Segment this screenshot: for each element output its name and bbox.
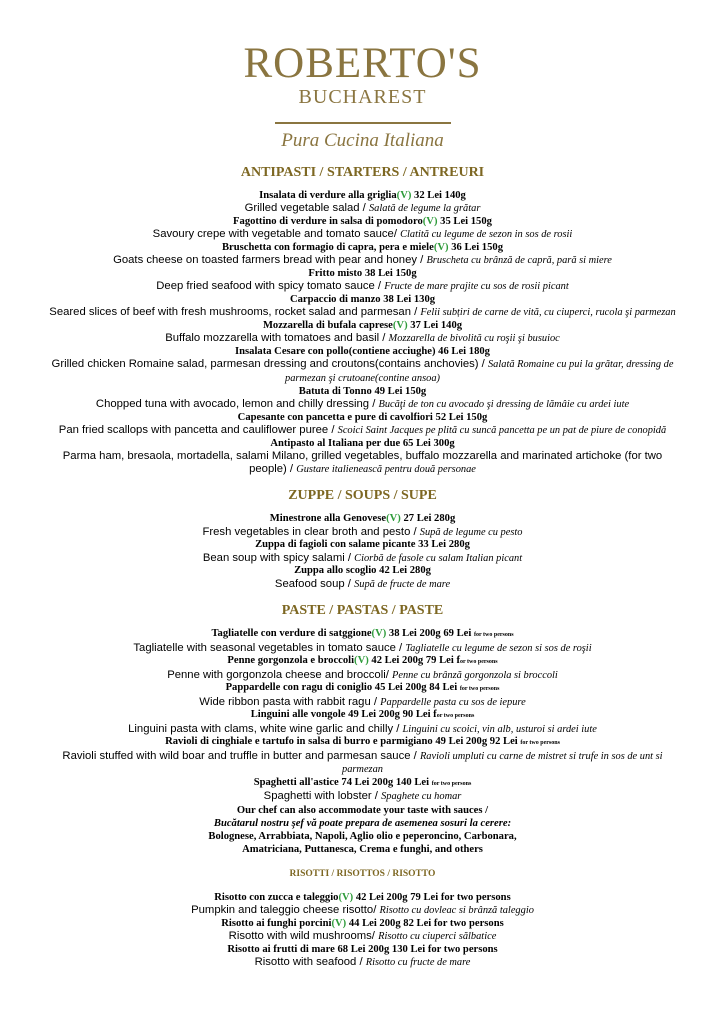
menu-item <box>43 709 683 736</box>
vegetarian-badge: (V) <box>371 628 387 640</box>
dish-name-line <box>43 628 683 641</box>
dish-translation: Linguini cu scoici, vin alb, usturoi si ardei iute <box>402 723 597 735</box>
dish-description-line <box>43 526 683 540</box>
risotti-list <box>43 892 683 970</box>
menu-item <box>43 386 683 412</box>
portion-note: for two persons <box>459 686 500 693</box>
dish-translation: Bruscheta cu brânză de capră, pară si miere <box>426 255 612 267</box>
dish-translation: Ciorbă de fasole cu salam Italian picant <box>354 552 523 564</box>
dish-description-line <box>43 669 683 683</box>
dish-translation: Supă de legume cu pesto <box>419 526 523 538</box>
dish-price: 38 Lei 200g 69 Lei <box>388 628 474 640</box>
portion-note: for two persons <box>520 740 560 747</box>
menu-item <box>43 438 683 477</box>
dish-name: Linguini alle vongole <box>250 709 346 721</box>
brand-tagline: Pura Cucina Italiana <box>281 130 444 151</box>
dish-description-line <box>43 398 683 412</box>
dish-description: Bean soup with spicy salami / <box>202 551 355 564</box>
dish-name-line <box>43 190 683 202</box>
vegetarian-badge: (V) <box>392 320 408 331</box>
dish-description: Pan fried scallops with pancetta and cauliflower puree / <box>58 424 338 436</box>
dish-name: Tagliatelle con verdure di satggione <box>211 628 372 640</box>
dish-name: Batuta di Tonno <box>298 385 372 397</box>
dish-price: 49 Lei 200g 92 Lei <box>435 736 521 748</box>
dish-name: Antipasto al Italiana per due <box>270 437 401 449</box>
vegetarian-badge: (V) <box>331 917 347 929</box>
vegetarian-badge: (V) <box>338 891 354 903</box>
dish-price: 32 Lei 140g <box>414 190 466 201</box>
dish-description: Ravioli stuffed with wild boar and truffle in butter and parmesan sauce / <box>62 749 420 762</box>
dish-name-line <box>43 294 683 306</box>
portion-note: or two persons <box>460 659 498 666</box>
menu-item <box>43 320 683 346</box>
dish-name: Risotto con zucca e taleggio <box>214 891 339 903</box>
dish-price: 33 Lei 280g <box>418 539 470 551</box>
dish-description: Seafood soup / <box>274 577 355 590</box>
dish-name-line <box>43 736 683 749</box>
dish-name: Carpaccio di manzo <box>289 294 381 305</box>
dish-name-line <box>43 513 683 525</box>
dish-name-line <box>43 412 683 424</box>
dish-name: Risotto ai funghi porcini <box>221 917 332 929</box>
dish-description-line <box>43 202 683 216</box>
dish-name: Risotto ai frutti di mare <box>227 943 335 955</box>
dish-translation: Salată Romaine cu pui la grătar, dressing de parmezan şi crutoane(contine ansoa) <box>285 359 674 384</box>
header-divider <box>275 122 451 124</box>
dish-translation: Salată de legume la grătar <box>368 203 481 215</box>
dish-description-line <box>43 696 683 710</box>
brand-city: BUCHAREST <box>298 86 427 108</box>
dish-description-line <box>43 332 683 346</box>
dish-description-line <box>43 750 683 777</box>
dish-name: Mozzarella di bufala caprese <box>262 320 393 331</box>
dish-description: Parma ham, bresaola, mortadella, salami Milano, grilled vegetables, buffalo mozzarella and marinated artichoke (for two people) / <box>62 450 663 475</box>
dish-name-line <box>43 242 683 254</box>
dish-translation: Gustare italienească pentru două personae <box>296 463 476 475</box>
dish-translation: Ravioli umpluti cu carne de mistret si trufe in sos de unt si parmezan <box>342 750 663 776</box>
menu-item <box>43 190 683 216</box>
dish-name-line <box>43 346 683 358</box>
vegetarian-badge: (V) <box>433 242 449 253</box>
dish-price: 44 Lei 200g 82 Lei for two persons <box>348 917 504 929</box>
chef-note-ro: Bucătarul nostru şef vă poate prepara de asemenea sosuri la cerere: <box>213 817 512 829</box>
dish-name-line <box>43 539 683 551</box>
dish-price: 38 Lei 150g <box>364 268 417 279</box>
dish-description: Deep fried seafood with spicy tomato sauce / <box>156 280 385 293</box>
menu-item <box>43 412 683 438</box>
dish-translation: Fructe de mare prajite cu sos de rosii picant <box>384 281 569 293</box>
menu-item <box>43 539 683 565</box>
dish-price: 35 Lei 150g <box>440 216 492 227</box>
dish-description-line <box>43 578 683 592</box>
dish-description: Grilled chicken Romaine salad, parmesan dressing and croutons(contains anchovies) / <box>51 358 488 371</box>
dish-name-line <box>43 944 683 956</box>
dish-translation: Supă de fructe de mare <box>354 578 451 590</box>
dish-name: Minestrone alla Genovese <box>269 513 387 525</box>
paste-list <box>43 628 683 804</box>
dish-translation: Tagliatelle cu legume de sezon si sos de roşii <box>405 642 592 654</box>
dish-description-line <box>43 280 683 294</box>
menu-item <box>43 628 683 655</box>
menu-item <box>43 216 683 242</box>
dish-name-line <box>43 655 683 668</box>
dish-name: Fritto misto <box>308 268 363 279</box>
dish-translation: Felii subțiri de carne de vită, cu ciuperci, rucola şi parmezan <box>420 307 676 319</box>
dish-price: 38 Lei 130g <box>383 294 436 305</box>
dish-description-line <box>43 723 683 737</box>
chef-sauces-line1: Bolognese, Arrabbiata, Napoli, Aglio olio e peperoncino, Carbonara, <box>208 830 517 842</box>
dish-price: 49 Lei 150g <box>374 385 427 397</box>
dish-name: Zuppa di fagioli con salame picante <box>255 539 416 551</box>
portion-note: for two persons <box>473 632 514 639</box>
dish-name-line <box>43 386 683 398</box>
menu-item <box>43 892 683 918</box>
dish-name-line <box>43 268 683 280</box>
dish-name-line <box>43 682 683 695</box>
zuppe-list <box>43 513 683 591</box>
dish-description-line <box>43 930 683 944</box>
dish-price: 49 Lei 200g 90 Lei f <box>348 709 437 721</box>
dish-name-line <box>43 709 683 722</box>
menu-item <box>43 513 683 539</box>
menu-item <box>43 242 683 268</box>
menu-item <box>43 682 683 709</box>
section-title-risotti: RISOTTI / RISOTTOS / RISOTTO <box>289 868 436 879</box>
dish-translation: Penne cu brânză gorgonzola si broccoli <box>392 669 558 681</box>
dish-description-line <box>43 254 683 268</box>
dish-name-line <box>43 216 683 228</box>
menu-item <box>43 655 683 682</box>
dish-name-line <box>43 918 683 930</box>
vegetarian-badge: (V) <box>422 216 438 227</box>
dish-translation: Risotto cu fructe de mare <box>365 957 471 969</box>
dish-description: Fresh vegetables in clear broth and pesto / <box>202 525 420 538</box>
portion-note: for two persons <box>431 780 472 787</box>
dish-description-line <box>43 790 683 804</box>
dish-description: Risotto with wild mushrooms/ <box>228 930 379 943</box>
dish-price: 27 Lei 280g <box>403 513 456 525</box>
dish-name-line <box>43 438 683 450</box>
dish-price: 52 Lei 150g <box>435 411 488 423</box>
dish-description-line <box>43 642 683 656</box>
dish-description: Risotto with seafood / <box>254 956 366 969</box>
menu-item <box>43 777 683 804</box>
dish-description: Goats cheese on toasted farmers bread with pear and honey / <box>113 254 427 267</box>
dish-name: Penne gorgonzola e broccoli <box>227 655 355 667</box>
brand-logo: ROBERTO'S <box>243 40 482 87</box>
vegetarian-badge: (V) <box>386 513 401 525</box>
dish-description-line <box>43 424 683 438</box>
dish-price: 42 Lei 280g <box>379 565 431 577</box>
dish-description: Buffalo mozzarella with tomatoes and basil / <box>165 332 389 345</box>
dish-name: Insalata Cesare con pollo(contiene acciughe) <box>235 346 436 357</box>
dish-description: Spaghetti with lobster / <box>263 790 382 803</box>
dish-description: Chopped tuna with avocado, lemon and chilly dressing / <box>95 398 379 410</box>
dish-translation: Clatită cu legume de sezon in sos de rosii <box>400 229 573 241</box>
dish-name: Fagottino di verdure in salsa di pomodoro <box>233 216 423 227</box>
dish-description-line <box>43 956 683 970</box>
dish-description-line <box>43 552 683 566</box>
dish-name-line <box>43 320 683 332</box>
dish-name: Zuppa allo scoglio <box>294 565 377 577</box>
dish-description: Linguini pasta with clams, white wine garlic and chilly / <box>128 722 403 735</box>
menu-item <box>43 346 683 386</box>
dish-price: 65 Lei 300g <box>402 437 455 449</box>
dish-description: Grilled vegetable salad / <box>244 202 369 215</box>
dish-name: Insalata di verdure alla griglia <box>259 190 397 201</box>
dish-description: Savoury crepe with vegetable and tomato sauce/ <box>152 228 401 241</box>
dish-translation: Mozzarella de bivolită cu roşii şi busuioc <box>388 333 560 345</box>
dish-name-line <box>43 892 683 904</box>
dish-description: Seared slices of beef with fresh mushrooms, rocket salad and parmesan / <box>49 306 421 319</box>
dish-name-line <box>43 565 683 577</box>
dish-translation: Risotto cu dovleac si brânză taleggio <box>379 905 534 917</box>
menu-content <box>43 165 683 970</box>
dish-price: 74 Lei 200g 140 Lei <box>341 776 432 788</box>
dish-translation: Spaghete cu homar <box>381 791 462 803</box>
dish-description-line <box>43 450 683 476</box>
dish-name-line <box>43 777 683 790</box>
dish-name: Capesante con pancetta e pure di cavolfiori <box>237 411 433 423</box>
dish-price: 42 Lei 200g 79 Lei f <box>371 655 460 667</box>
dish-price: 37 Lei 140g <box>410 320 463 331</box>
dish-price: 42 Lei 200g 79 Lei for two persons <box>355 891 511 903</box>
dish-description: Tagliatelle with seasonal vegetables in tomato sauce / <box>133 641 406 654</box>
menu-item <box>43 944 683 970</box>
dish-description: Penne with gorgonzola cheese and broccoli/ <box>167 668 393 681</box>
menu-item <box>43 736 683 777</box>
vegetarian-badge: (V) <box>354 655 369 667</box>
menu-item <box>43 294 683 320</box>
chef-note-en: Our chef can also accommodate your taste with sauces / <box>236 804 489 816</box>
dish-price: 45 Lei 200g 84 Lei <box>374 682 460 694</box>
chef-sauces-line2: Amatriciana, Puttanesca, Crema e funghi, and others <box>242 843 483 855</box>
antipasti-list <box>43 190 683 476</box>
dish-description: Wide ribbon pasta with rabbit ragu / <box>199 695 381 708</box>
section-title-zuppe: ZUPPE / SOUPS / SUPE <box>288 488 437 504</box>
dish-price: 68 Lei 200g 130 Lei for two persons <box>337 943 498 955</box>
menu-item <box>43 268 683 294</box>
menu-header <box>0 0 725 152</box>
section-title-paste: PASTE / PASTAS / PASTE <box>281 603 444 619</box>
dish-name: Ravioli di cinghiale e tartufo in salsa di burro e parmigiano <box>165 736 433 748</box>
dish-description: Pumpkin and taleggio cheese risotto/ <box>191 904 380 917</box>
portion-note: or two persons <box>436 713 475 720</box>
dish-description-line <box>43 904 683 918</box>
section-title-antipasti: ANTIPASTI / STARTERS / ANTREURI <box>240 165 485 180</box>
dish-translation: Risotto cu ciuperci sălbatice <box>378 931 497 943</box>
dish-name: Pappardelle con ragu di coniglio <box>225 682 373 694</box>
dish-translation: Bucăţi de ton cu avocado şi dressing de lămâie cu ardei iute <box>378 399 630 410</box>
dish-description-line <box>43 228 683 242</box>
dish-description-line <box>43 306 683 320</box>
vegetarian-badge: (V) <box>396 190 412 201</box>
dish-price: 46 Lei 180g <box>438 346 490 357</box>
dish-translation: Pappardelle pasta cu sos de iepure <box>380 696 526 708</box>
dish-translation: Scoici Saint Jacques pe plită cu suncă pancetta pe un pat de piure de conopidă <box>337 425 667 436</box>
dish-name: Bruschetta con formagio di capra, pera e miele <box>221 242 434 253</box>
menu-item <box>43 565 683 591</box>
dish-description-line <box>43 358 683 385</box>
dish-price: 36 Lei 150g <box>451 242 503 253</box>
dish-name: Spaghetti all'astice <box>253 776 339 788</box>
menu-item <box>43 918 683 944</box>
